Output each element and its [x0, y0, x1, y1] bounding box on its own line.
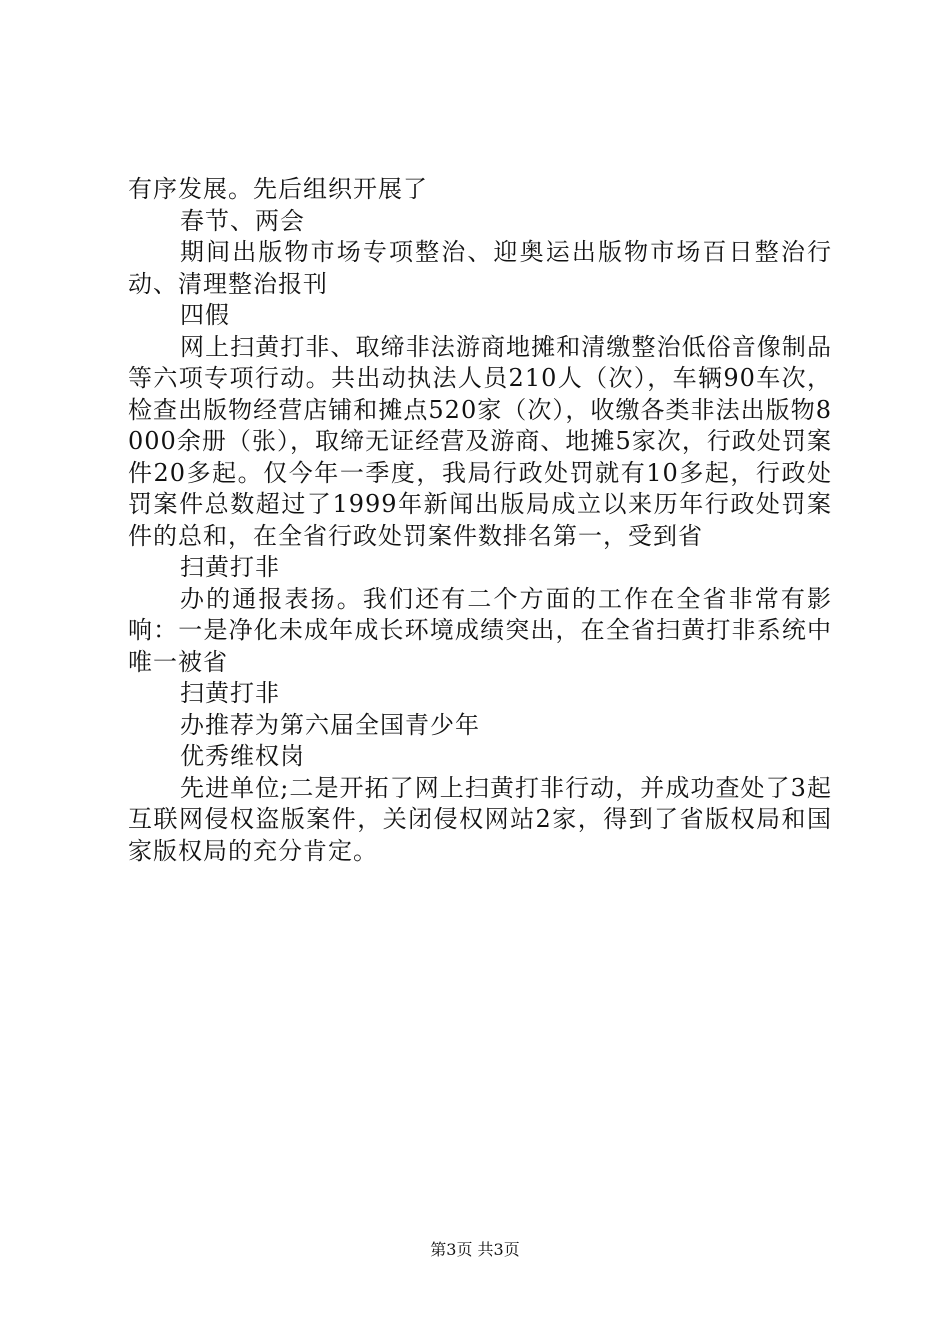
paragraph: 春节、两会 [180, 206, 305, 235]
paragraph: 期间出版物市场专项整治、迎奥运出版物市场百日整治行动、清理整治报刊 [128, 238, 832, 298]
paragraph: 办的通报表扬。我们还有二个方面的工作在全省非常有影响：一是净化未成年成长环境成绩突出，在全省扫黄打非系统中唯一被省 [128, 584, 832, 676]
paragraph: 有序发展。先后组织开展了 [128, 175, 428, 203]
paragraph: 办推荐为第六届全国青少年 [180, 710, 480, 739]
paragraph: 先进单位;二是开拓了网上扫黄打非行动，并成功查处了3起互联网侵权盗版案件，关闭侵权网站2家，得到了省版权局和国家版权局的充分肯定。 [128, 773, 832, 865]
paragraph: 四假 [180, 301, 230, 329]
document-body [128, 174, 832, 867]
page-number-footer: 第3页 共3页 [430, 1240, 520, 1259]
paragraph: 扫黄打非 [180, 553, 280, 581]
paragraph: 扫黄打非 [180, 679, 280, 707]
paragraph: 优秀维权岗 [180, 742, 305, 770]
paragraph: 网上扫黄打非、取缔非法游商地摊和清缴整治低俗音像制品等六项专项行动。共出动执法人员210人（次），车辆90车次，检查出版物经营店铺和摊点520家（次），收缴各类非法出版物8000余册（张），取缔无证经营及游商、地摊5家次，行政处罚案件20多起。仅今年一季度，我局行政处罚就有10多起，行政处罚案件总数超过了1999年新闻出版局成立以来历年行政处罚案件的总和，在全省行政处罚案件数排名第一，受到省 [128, 332, 832, 550]
